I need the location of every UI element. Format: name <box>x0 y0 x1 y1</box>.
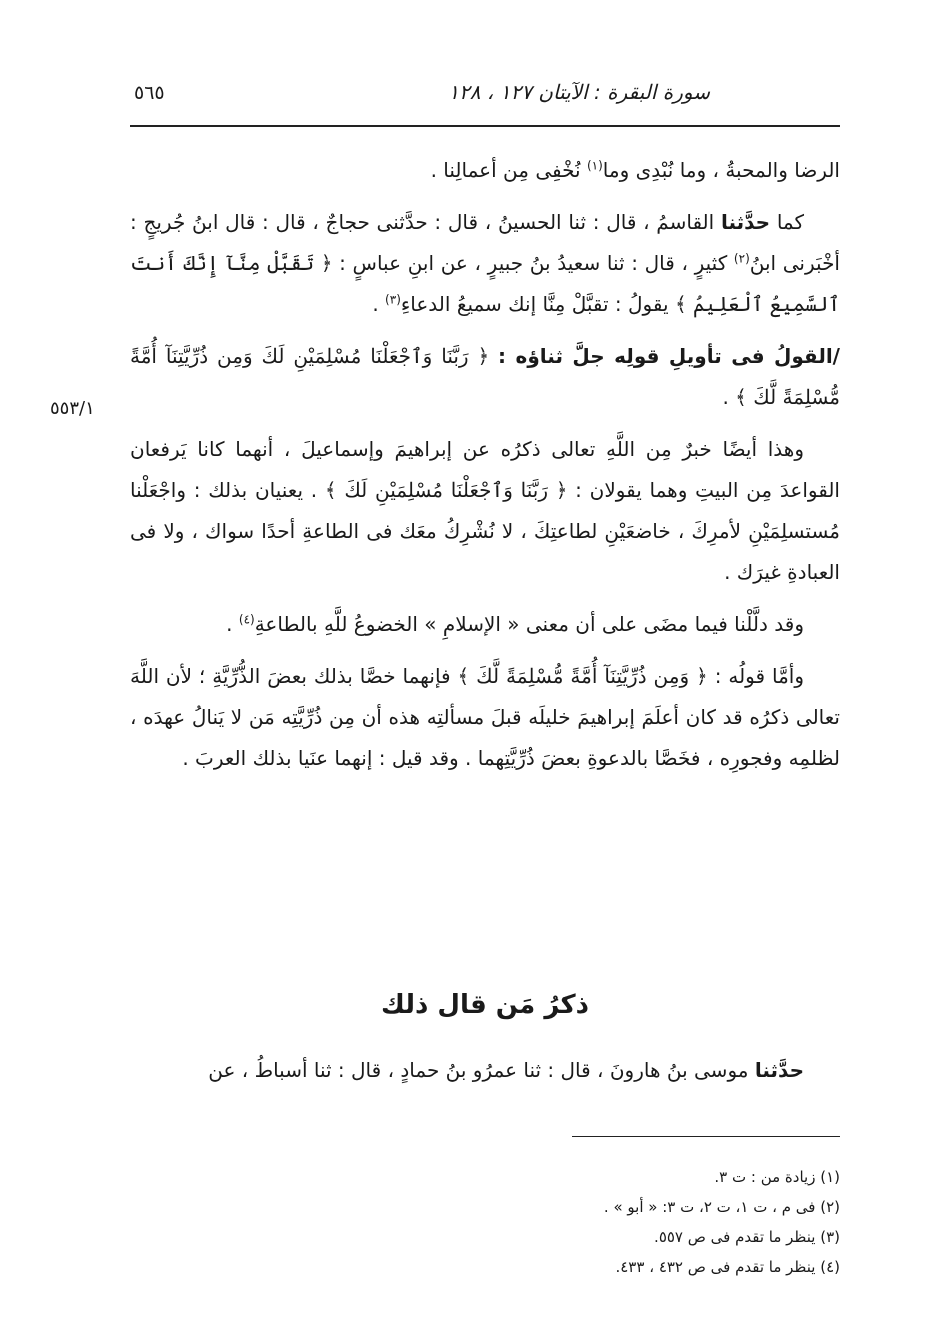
footnotes <box>140 1162 840 1282</box>
paragraph-6 <box>130 656 840 779</box>
footnote-3: (٣) ينظر ما تقدم فى ص ٥٥٧. <box>654 1228 840 1246</box>
paragraph-text: وهذا أيضًا خبرٌ مِن اللَّهِ تعالى ذكرُه عن إبراهيمَ وإسماعيلَ ، أنهما كانا يَرفعان القواعدَ مِن البيتِ وهما يقولان : <box>130 437 840 502</box>
paragraph-text: . <box>722 385 736 409</box>
quran-quote: ﴿ تَقَبَّلْ مِنَّآ إِنَّكَ أَنتَ ٱلسَّمِيعُ ٱلْعَلِيمُ ﴾ <box>130 251 840 316</box>
footnote-2: (٢) فى م ، ت ١، ت ٢، ت ٣: « أبو » . <box>603 1198 840 1216</box>
quran-quote: ﴿ رَبَّنَا وَٱجْعَلْنَا مُسْلِمَيْنِ لَكَ ﴾ <box>324 478 568 502</box>
paragraph-text: القاسمُ ، قال : ثنا الحسينُ ، قال : حدَّثنى حجاجٌ ، قال : قال ابنُ جُريجٍ : أخْبَرنى ابنُ <box>130 210 840 275</box>
footnote-1: (١) زيادة من : ت ٣. <box>714 1168 840 1186</box>
quran-quote: ﴿ وَمِن ذُرِّيَّتِنَآ أُمَّةً مُّسْلِمَةً لَّكَ ﴾ <box>457 664 708 688</box>
paragraph-text: الرضا والمحبةُ ، وما نُبْدِى وما <box>602 158 840 182</box>
footnote-ref: (٣) <box>385 292 401 307</box>
paragraph-7 <box>130 1050 840 1091</box>
paragraph-text: كثيرٍ ، قال : ثنا سعيدُ بنُ جبيرٍ ، عن ابنِ عباسٍ : <box>332 251 734 275</box>
paragraph-text: وقد دلَّلْنا فيما مضَى على أن معنى « الإسلامِ » الخضوعُ للَّهِ بالطاعةِ <box>254 612 804 636</box>
paragraph-3 <box>130 336 840 418</box>
paragraph-text: وأمَّا قولُه : <box>707 664 805 688</box>
body-text <box>130 150 840 790</box>
paragraph-text: . <box>226 612 239 636</box>
paragraph-text: فإنهما خصَّا بذلك بعضَ الذُّرِّيَّةِ ؛ لأن اللَّهَ تعالى ذكرُه قد كان أعلَمَ إبراهيمَ خليلَه قبلَ مسألتِه هذه أن مِن ذُرِّيَّتِه مَن لا يَنالُ عهدَه ، لظلمِه وفجورِه ، فخَصَّا بالدعوةِ بعضَ ذُرِّيَّتِهما . وقد قيل : إنهما عنَيا بذلك العربَ . <box>130 664 840 770</box>
paragraph-text: . <box>372 292 386 316</box>
paragraph-1 <box>130 150 840 191</box>
paragraph-text: موسى بنُ هارونَ ، قال : ثنا عمرُو بنُ حمادٍ ، قال : ثنا أسباطُ ، عن <box>208 1058 755 1082</box>
footnote-ref: (١) <box>586 158 603 173</box>
paragraph-5 <box>130 604 840 645</box>
paragraph-text: . يعنيان بذلك : واجْعَلْنا مُستسلِمَيْنِ لأمرِكَ ، خاضعَيْنِ لطاعتِكَ ، لا نُشْرِكُ معَك فى الطاعةِ أحدًا سواك ، ولا فى العبادةِ غيرَك . <box>130 478 840 584</box>
paragraph-text: يقولُ : تقبَّلْ مِنَّا إنك سميعُ الدعاءِ <box>400 292 675 316</box>
section-heading: ذكرُ مَن قال ذلك <box>381 990 589 1020</box>
margin-volume-page-note: ٥٥٣/١ <box>50 398 95 419</box>
page-number: ٥٦٥ <box>134 82 165 104</box>
footnote-ref: (٤) <box>238 612 255 627</box>
paragraph-2 <box>130 202 840 325</box>
paragraph-text: نُخْفِى مِن أعمالِنا . <box>430 158 587 182</box>
footnote-4: (٤) ينظر ما تقدم فى ص ٤٣٢ ، ٤٣٣. <box>615 1258 840 1276</box>
hadith-chain-keyword: حدَّثنا <box>754 1058 804 1082</box>
paragraph-4 <box>130 429 840 593</box>
running-header <box>130 78 840 114</box>
footnote-ref: (٢) <box>733 251 750 266</box>
hadith-chain-keyword: حدَّثنا <box>720 210 771 234</box>
quran-quote: ﴿ رَبَّنَا وَٱجْعَلْنَا مُسْلِمَيْنِ لَكَ وَمِن ذُرِّيَّتِنَآ أُمَّةً مُّسْلِمَةً لَّكَ ﴾ <box>130 344 840 409</box>
tafsir-heading-inline: /القولُ فى تأويلِ قولِه جلَّ ثناؤه : <box>498 344 840 368</box>
header-rule <box>130 125 840 127</box>
header-title: سورة البقرة : الآيتان ١٢٧ ، ١٢٨ <box>448 80 710 104</box>
footnote-rule <box>572 1136 840 1137</box>
paragraph-text: كما <box>770 210 804 234</box>
